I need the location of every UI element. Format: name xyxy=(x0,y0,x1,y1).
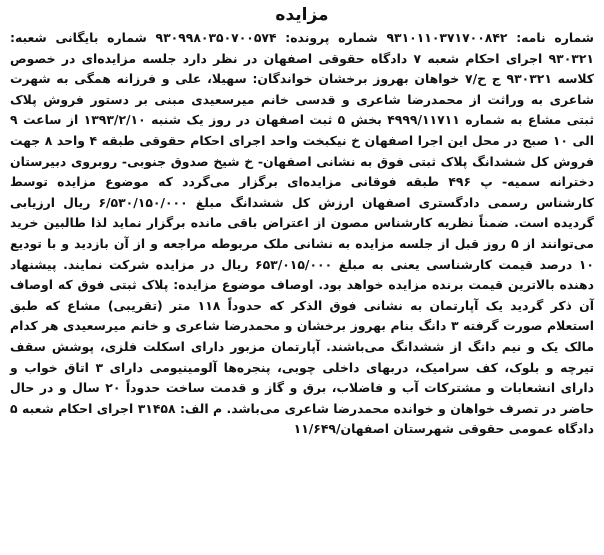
document-title: مزایده xyxy=(275,5,329,25)
document-body: شماره نامه: ۹۳۱۰۱۱۰۳۷۱۷۰۰۸۴۲ شماره پرونده: ۹۳۰۹۹۸۰۳۵۰۷۰۰۵۷۴ شماره بایگانی شعبه: ۹۳۰۳۲۱ اجرای احکام شعبه ۷ دادگاه حقوقی اصفهان در نظر دارد جلسه مزایده‌ای در خصوص کلاسه ۹۳۰۳۲۱ ج ح/۷ خواهان بهروز برخشان خواندگان: سهیلا، علی و فرزانه همگی به شهرت شاعری به وراثت از محمدرضا شاعری و قدسی خانم میرسعیدی مبنی بر دستور فروش پلاک ثبتی مشاع به شماره ۴۹۹۹/۱۱۷۱۱ بخش ۵ ثبت اصفهان در روز یک شنبه ۱۳۹۳/۲/۱۰ از ساعت ۹ الی ۱۰ صبح در محل این اجرا اصفهان خ نیکبخت واحد اجرای احکام حقوقی طبقه ۴ واحد ۸ جهت فروش کل ششدانگ پلاک ثبتی فوق به نشانی اصفهان- خ شیخ صدوق جنوبی- روبروی دبیرستان دخترانه سمیه- پ ۴۹۶ طبقه فوقانی مزایده‌ای برگزار می‌گردد که موضوع مزایده توسط کارشناس رسمی دادگستری اصفهان ارزش کل ششدانگ مبلغ ۶/۵۳۰/۱۵۰/۰۰۰ ریال ارزیابی گردیده است. ضمناً نظریه کارشناس مصون از اعتراض باقی مانده برگزار نماید لذا طالبین خرید می‌توانند از ۵ روز قبل از جلسه مزایده به نشانی ملک مربوطه مراجعه و از آن بازدید و با تودیع ۱۰ درصد قیمت کارشناسی یعنی به مبلغ ۶۵۳/۰۱۵/۰۰۰ ریال در مزایده شرکت نمایند. پیشنهاد دهنده بالاترین قیمت برنده مزایده خواهد بود. اوصاف موضوع مزایده: پلاک ثبتی فوق که اوصاف آن ذکر گردید یک آپارتمان به نشانی فوق الذکر که حدوداً ۱۱۸ متر (تقریبی) مشاع که طبق استعلام صورت گرفته ۳ دانگ بنام بهروز برخشان و محمدرضا شاعری و خانم میرسعیدی هر کدام مالک یک و نیم دانگ از ششدانگ می‌باشند. آپارتمان مزبور دارای اسکلت فلزی، پوشش سقف تیرچه و بلوک، کف سرامیک، دربهای داخلی چوبی، پنجره‌ها آلومینیومی دارای ۳ اتاق خواب و دارای انشعابات و مشترکات آب و فاضلاب، برق و گاز و قدمت ساخت حدوداً ۲۰ سال و در حال حاضر در تصرف خواهان و خوانده محمدرضا شاعری می‌باشد. م الف: ۳۱۴۵۸ اجرای احکام شعبه ۵ دادگاه عمومی حقوقی شهرستان اصفهان/۱۱/۶۴۹ xyxy=(10,30,595,437)
